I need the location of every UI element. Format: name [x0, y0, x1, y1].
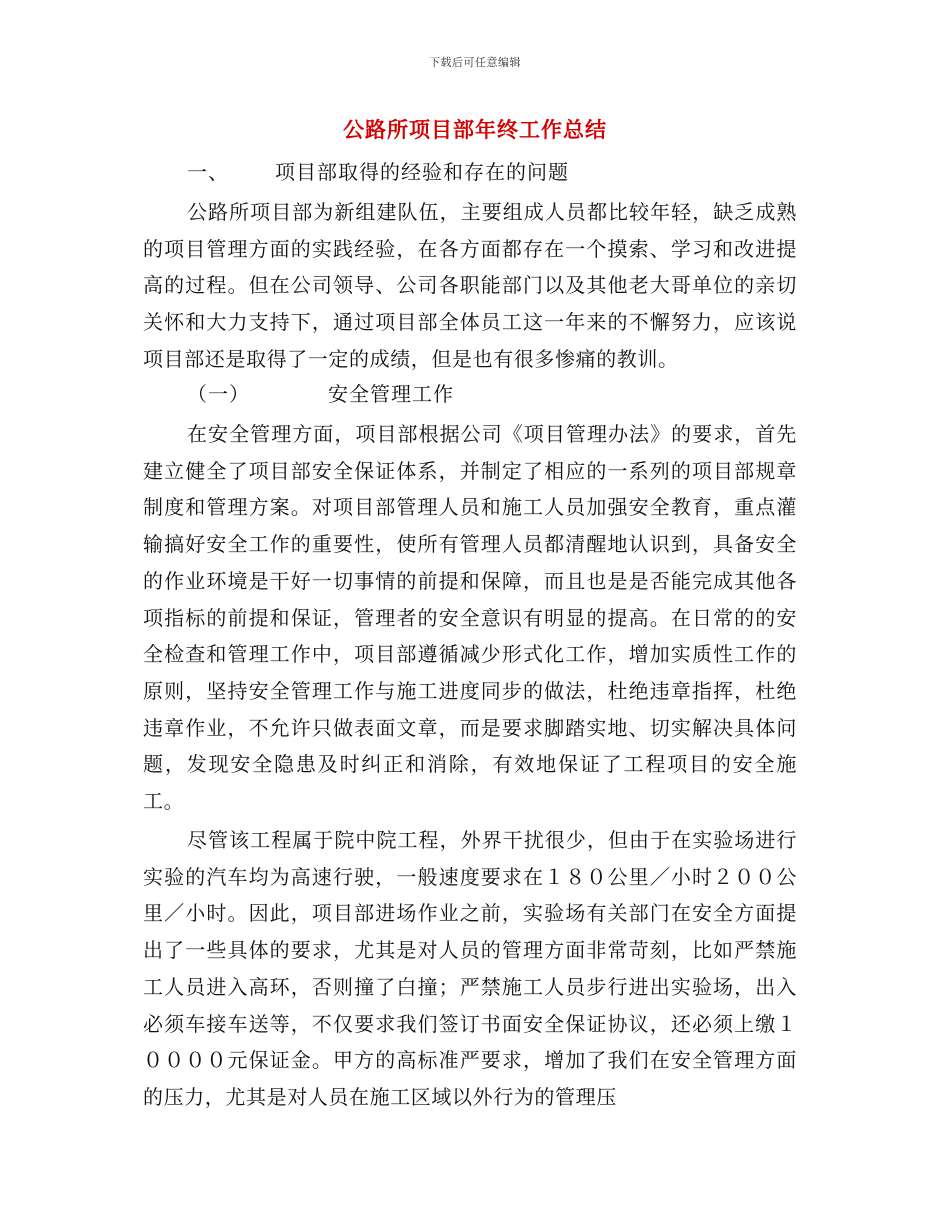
- header-note: 下载后可任意编辑: [429, 56, 521, 69]
- section-title: 项目部取得的经验和存在的问题: [275, 160, 569, 184]
- document-title: 公路所项目部年终工作总结: [343, 117, 607, 142]
- paragraph-1: 公路所项目部为新组建队伍，主要组成人员都比较年轻，缺乏成熟的项目管理方面的实践经验，在各方面都存在一个摸索、学习和改进提高的过程。但在公司领导、公司各职能部门以及其他老大哥单位的亲切关怀和大力支持下，通过项目部全体员工这一年来的不懈努力，应该说项目部还是取得了一定的成绩，但是也有很多惨痛的教训。: [143, 200, 797, 371]
- section-number: 一、: [187, 160, 229, 184]
- subsection-title: 安全管理工作: [328, 382, 454, 406]
- paragraph-2: 在安全管理方面，项目部根据公司《项目管理办法》的要求，首先建立健全了项目部安全保证体系，并制定了相应的一系列的项目部规章制度和管理方案。对项目部管理人员和施工人员加强安全教育，重点灌输搞好安全工作的重要性，使所有管理人员都清醒地认识到，具备安全的作业环境是干好一切事情的前提和保障，而且也是是否能完成其他各项指标的前提和保证，管理者的安全意识有明显的提高。在日常的的安全检查和管理工作中，项目部遵循减少形式化工作，增加实质性工作的原则，坚持安全管理工作与施工进度同步的做法，杜绝违章指挥，杜绝违章作业，不允许只做表面文章，而是要求脚踏实地、切实解决具体问题，发现安全隐患及时纠正和消除，有效地保证了工程项目的安全施工。: [143, 422, 797, 814]
- subsection-number: （一）: [187, 382, 250, 406]
- paragraph-3: 尽管该工程属于院中院工程，外界干扰很少，但由于在实验场进行实验的汽车均为高速行驶，一般速度要求在１８０公里／小时２００公里／小时。因此，项目部进场作业之前，实验场有关部门在安全方面提出了一些具体的要求，尤其是对人员的管理方面非常苛刻，比如严禁施工人员进入高环，否则撞了白撞；严禁施工人员步行进出实验场，出入必须车接车送等，不仅要求我们签订书面安全保证协议，还必须上缴１００００元保证金。甲方的高标准严要求，增加了我们在安全管理方面的压力，尤其是对人员在施工区域以外行为的管理压: [143, 828, 797, 1109]
